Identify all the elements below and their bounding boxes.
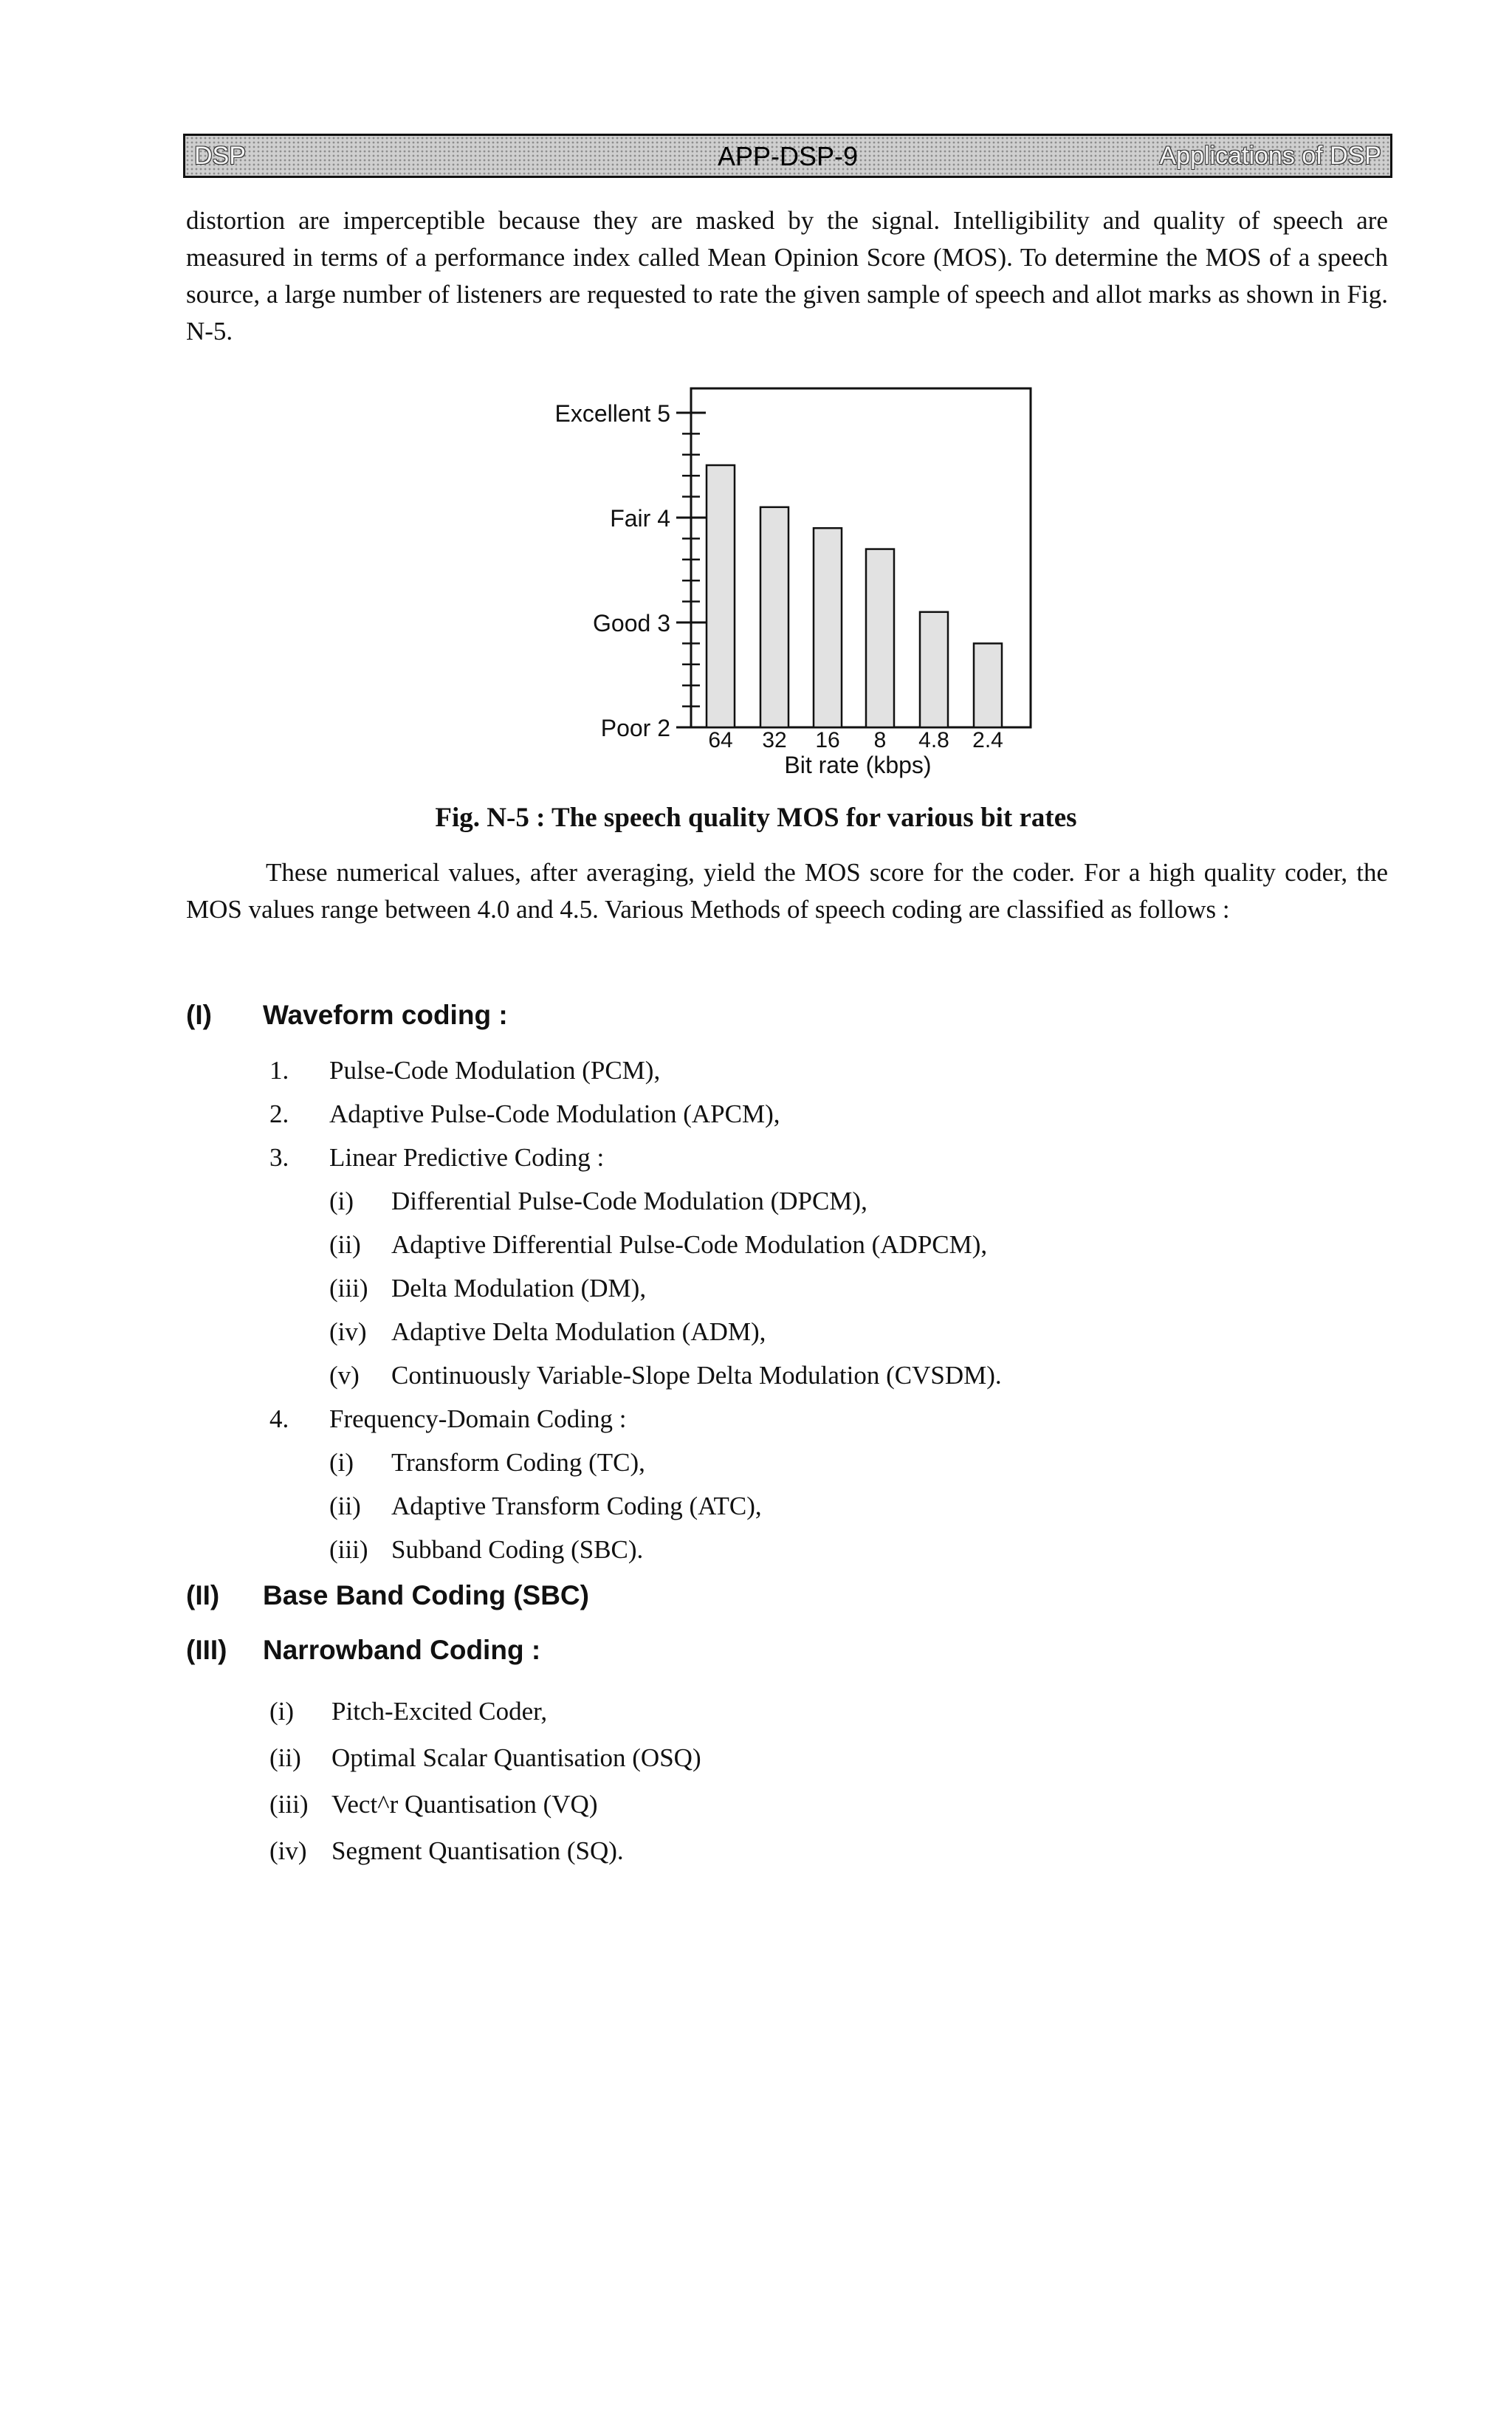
list-item-number: 3. <box>269 1143 289 1172</box>
x-axis-label: Bit rate (kbps) <box>784 752 932 778</box>
bar <box>866 549 894 727</box>
section-number: (I) <box>186 1000 212 1030</box>
bar <box>760 507 788 727</box>
list-item-text: Continuously Variable-Slope Delta Modulation (CVSDM). <box>391 1361 1002 1390</box>
list-item-number: (v) <box>329 1361 360 1390</box>
intro-paragraph: distortion are imperceptible because they are masked by the signal. Intelligibility and quality of speech are measured in terms of a performance index called Mean Opinion Score (MOS). To determine the MOS of a speech source, a large number of listeners are requested to rate the given sample of speech and allot marks as shown in Fig. N-5. <box>186 206 1388 346</box>
list-item-text: Adaptive Pulse-Code Modulation (APCM), <box>329 1099 780 1128</box>
list-item-text: Transform Coding (TC), <box>391 1448 645 1477</box>
list-item-text: Pulse-Code Modulation (PCM), <box>329 1056 661 1085</box>
x-tick-label: 2.4 <box>972 728 1003 752</box>
bar <box>974 643 1002 727</box>
list-item-text: Linear Predictive Coding : <box>329 1143 605 1172</box>
list-item-number: (iv) <box>329 1317 367 1346</box>
x-tick-label: 64 <box>708 728 733 752</box>
list-item-number: (i) <box>329 1448 354 1477</box>
section-number: (II) <box>186 1580 220 1610</box>
x-tick-label: 16 <box>815 728 840 752</box>
list-item-number: 4. <box>269 1404 289 1433</box>
header-right-label: Applications of DSP <box>1159 142 1381 170</box>
list-item-text: Differential Pulse-Code Modulation (DPCM), <box>391 1187 867 1215</box>
bar <box>707 465 735 727</box>
list-item-number: (iii) <box>329 1535 368 1564</box>
list-item-text: Vect^r Quantisation (VQ) <box>331 1790 598 1819</box>
list-item-number: (ii) <box>269 1743 301 1772</box>
y-tick-label: Fair 4 <box>610 505 670 532</box>
bar <box>814 528 842 727</box>
bar <box>920 612 948 727</box>
list-item-text: Adaptive Delta Modulation (ADM), <box>391 1317 766 1346</box>
list-item-number: (ii) <box>329 1230 361 1259</box>
list-item-text: Subband Coding (SBC). <box>391 1535 644 1564</box>
section-number: (III) <box>186 1635 227 1665</box>
section-title: Narrowband Coding : <box>263 1635 541 1665</box>
body-paragraph: These numerical values, after averaging, yield the MOS score for the coder. For a high quality coder, the MOS values range between 4.0 and 4.5. Various Methods of speech coding are classified as follows : <box>186 858 1388 924</box>
mos-bar-chart <box>0 0 1512 797</box>
section-title: Base Band Coding (SBC) <box>263 1580 589 1610</box>
list-item-text: Adaptive Differential Pulse-Code Modulation (ADPCM), <box>391 1230 988 1259</box>
figure-caption: Fig. N-5 : The speech quality MOS for various bit rates <box>435 803 1077 833</box>
x-tick-label: 4.8 <box>918 728 949 752</box>
x-tick-label: 8 <box>873 728 887 752</box>
y-tick-label: Excellent 5 <box>554 400 670 427</box>
list-item-number: 2. <box>269 1099 289 1128</box>
section-title: Waveform coding : <box>263 1000 508 1030</box>
list-item-number: (i) <box>269 1697 295 1726</box>
list-item-number: (iv) <box>269 1836 307 1865</box>
list-item-number: (iii) <box>269 1790 309 1819</box>
list-item-number: (i) <box>329 1187 354 1215</box>
list-item-number: (iii) <box>329 1274 368 1303</box>
list-item-number: 1. <box>269 1056 289 1085</box>
list-item-text: Frequency-Domain Coding : <box>329 1404 627 1433</box>
y-tick-label: Good 3 <box>593 610 670 636</box>
list-item-number: (ii) <box>329 1492 361 1520</box>
y-tick-label: Poor 2 <box>600 715 670 741</box>
header-left-label: DSP <box>194 142 246 170</box>
list-item-text: Delta Modulation (DM), <box>391 1274 647 1303</box>
list-item-text: Adaptive Transform Coding (ATC), <box>391 1492 762 1520</box>
header-page-id: APP-DSP-9 <box>717 141 859 171</box>
list-item-text: Optimal Scalar Quantisation (OSQ) <box>331 1743 701 1772</box>
list-item-text: Pitch-Excited Coder, <box>331 1697 548 1726</box>
list-item-text: Segment Quantisation (SQ). <box>331 1836 624 1865</box>
x-tick-label: 32 <box>762 728 787 752</box>
